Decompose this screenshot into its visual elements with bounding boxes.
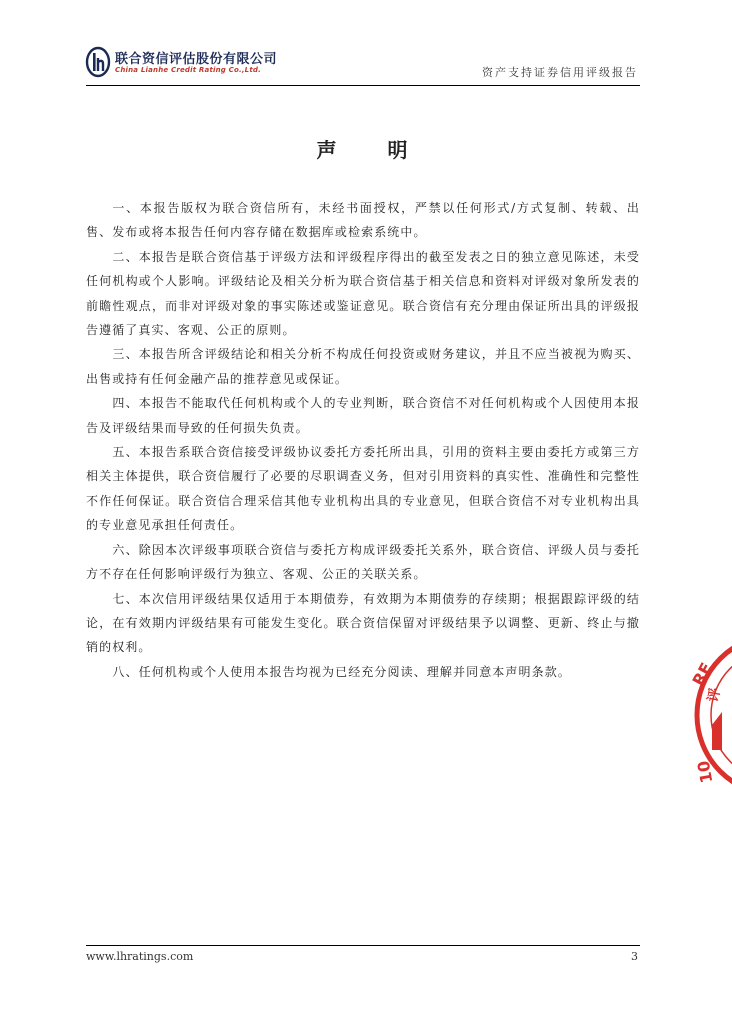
declaration-item-2: 二、本报告是联合资信基于评级方法和评级程序得出的截至发表之日的独立意见陈述，未受任何机构或个人影响。评级结论及相关分析为联合资信基于相关信息和资料对评级对象所发表的前瞻性观点，而非对评级对象的事实陈述或鉴证意见。联合资信有充分理由保证所出具的评级报告遵循了真实、客观、公正的原则。 xyxy=(86,249,640,338)
header-divider xyxy=(86,85,640,86)
page-number: 3 xyxy=(631,950,638,963)
declaration-item-8: 八、任何机构或个人使用本报告均视为已经充分阅读、理解并同意本声明条款。 xyxy=(112,664,571,679)
report-type: 资产支持证券信用评级报告 xyxy=(482,66,638,79)
seal-stamp-icon xyxy=(688,630,732,800)
page-header xyxy=(0,0,724,90)
footer-website: www.lhratings.com xyxy=(86,950,194,963)
company-name-en: China Lianhe Credit Rating Co.,Ltd. xyxy=(115,66,261,74)
svg-text:RE: RE xyxy=(688,659,717,689)
company-logo-icon xyxy=(86,47,110,77)
svg-text:10: 10 xyxy=(693,759,717,785)
page-title: 声 明 xyxy=(316,138,430,162)
declaration-item-7: 七、本次信用评级结果仅适用于本期债券，有效期为本期债券的存续期；根据跟踪评级的结论，在有效期内评级结果有可能发生变化。联合资信保留对评级结果予以调整、更新、终止与撤销的权利。 xyxy=(86,591,640,655)
svg-text:评: 评 xyxy=(705,686,724,704)
declaration-item-4: 四、本报告不能取代任何机构或个人的专业判断，联合资信不对任何机构或个人因使用本报告及评级结果而导致的任何损失负责。 xyxy=(86,396,640,435)
footer-divider xyxy=(86,945,640,946)
declaration-item-3: 三、本报告所含评级结论和相关分析不构成任何投资或财务建议，并且不应当被视为购买、出售或持有任何金融产品的推荐意见或保证。 xyxy=(86,347,640,386)
declaration-item-6: 六、除因本次评级事项联合资信与委托方构成评级委托关系外，联合资信、评级人员与委托方不存在任何影响评级行为独立、客观、公正的关联关系。 xyxy=(86,542,640,582)
declaration-item-5: 五、本报告系联合资信接受评级协议委托方委托所出具，引用的资料主要由委托方或第三方相关主体提供，联合资信履行了必要的尽职调查义务，但对引用资料的真实性、准确性和完整性不作任何保证。联合资信合理采信其他专业机构出具的专业意见，但联合资信不对专业机构出具的专业意见承担任何责任。 xyxy=(86,445,640,533)
company-name-cn: 联合资信评估股份有限公司 xyxy=(115,52,278,67)
declaration-body xyxy=(86,196,640,684)
declaration-item-1: 一、本报告版权为联合资信所有，未经书面授权，严禁以任何形式/方式复制、转载、出售、发布或将本报告任何内容存储在数据库或检索系统中。 xyxy=(86,201,640,240)
